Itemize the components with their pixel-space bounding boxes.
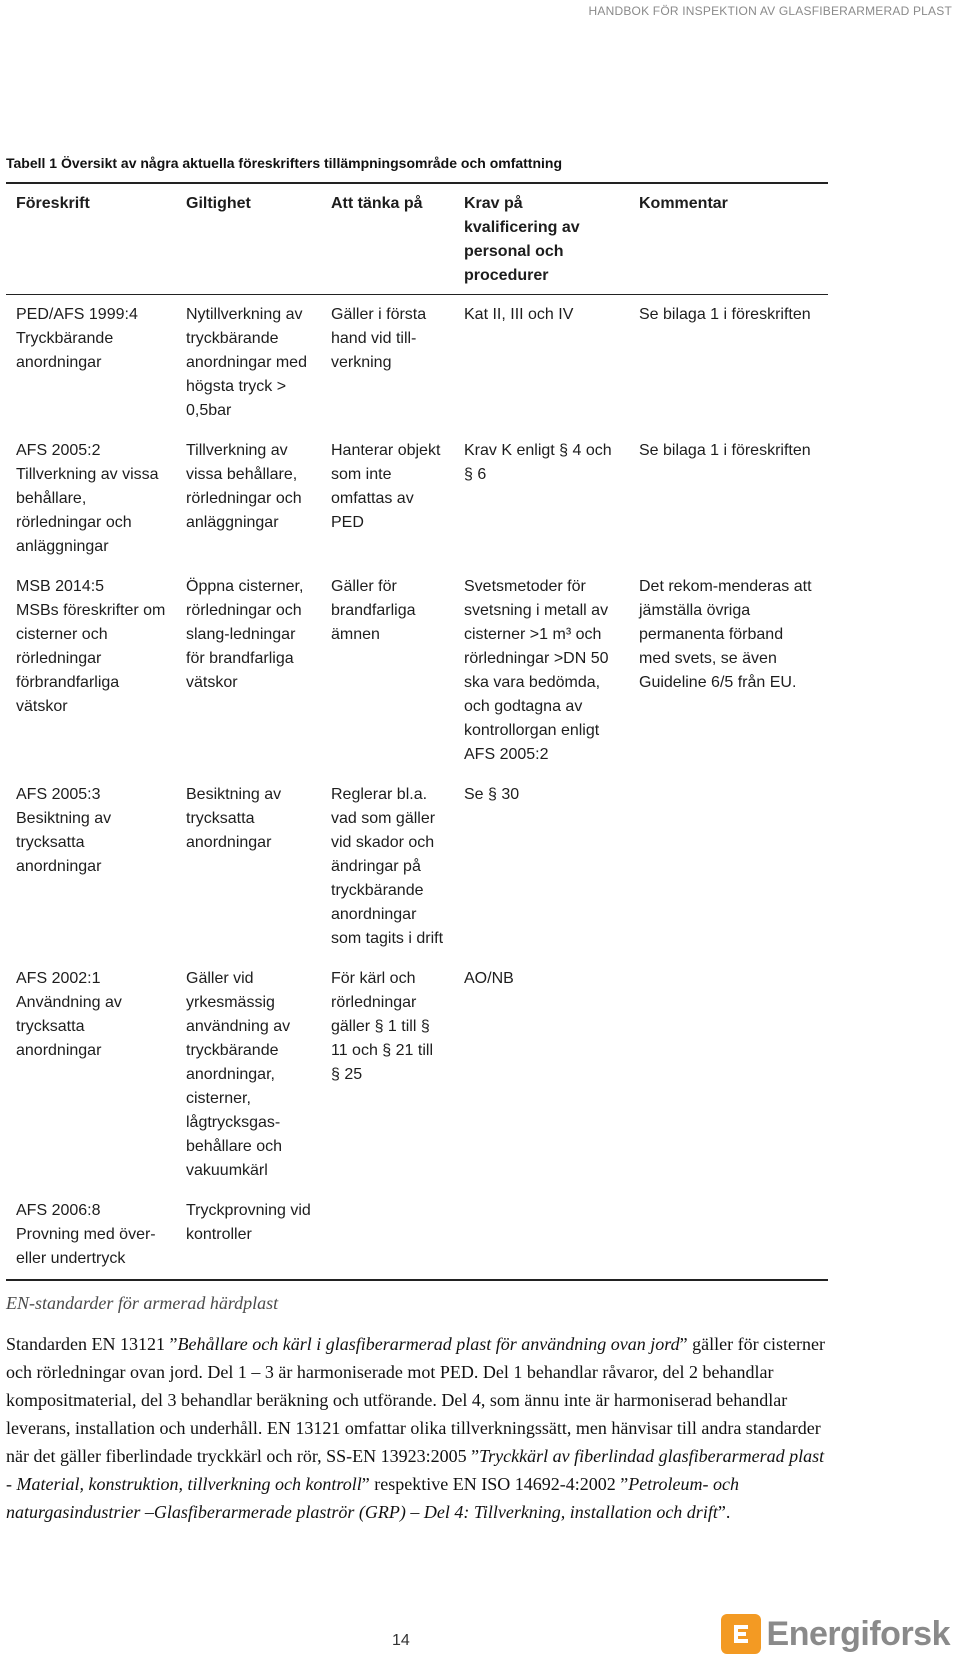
table-row <box>6 295 828 432</box>
running-header: HANDBOK FÖR INSPEKTION AV GLASFIBERARMERAD PLAST <box>588 4 952 18</box>
cell-giltighet: Nytillverkning av tryckbärande anordningar med högsta tryck > 0,5bar <box>186 306 307 419</box>
paragraph-text: ” respektive EN ISO 14692-4:2002 ” <box>361 1474 629 1494</box>
standard-title-italic: Petroleum- och naturgasindustrier –Glasfiberarmerade plaströr (GRP) – Del 4: Tillverkning, installation och drift <box>6 1474 740 1522</box>
cell-foreskrift <box>6 295 176 432</box>
cell-krav: Krav K enligt § 4 och § 6 <box>464 442 612 483</box>
regulations-table <box>6 182 828 1281</box>
cell-att-tanka-pa: För kärl och rörledningar gäller § 1 till § 11 och § 21 till § 25 <box>331 970 433 1083</box>
column-header-krav: Krav på kvalificering av personal och procedurer <box>454 183 629 295</box>
standard-title-italic: Tryckkärl av fiberlindad glasfiberarmerad plast - Material, konstruktion, tillverkning och kontroll <box>6 1446 825 1494</box>
column-header-foreskrift: Föreskrift <box>6 183 176 295</box>
cell-att-tanka-pa: Reglerar bl.a. vad som gäller vid skador och ändringar på tryckbärande anordningar som tagits i drift <box>331 786 444 947</box>
cell-kommentar: Se bilaga 1 i föreskriften <box>639 306 811 323</box>
regulation-code: MSB 2014:5 <box>16 578 105 595</box>
table-row <box>6 775 828 959</box>
cell-kommentar: Se bilaga 1 i föreskriften <box>639 442 811 459</box>
cell-giltighet: Tillverkning av vissa behållare, rörledningar och anläggningar <box>186 442 302 531</box>
regulation-code: PED/AFS 1999:4 <box>16 306 138 323</box>
paragraph-text: ”. <box>717 1502 731 1522</box>
energiforsk-logo-icon <box>721 1614 761 1654</box>
cell-att-tanka-pa <box>321 1191 454 1280</box>
section-heading: EN-standarder för armerad härdplast <box>6 1293 279 1313</box>
regulation-title: Provning med över-eller undertryck <box>16 1226 156 1267</box>
energiforsk-logo <box>721 1614 950 1654</box>
regulation-code: AFS 2006:8 <box>16 1202 101 1219</box>
cell-foreskrift <box>6 431 176 567</box>
cell-att-tanka-pa: Gäller för brandfarliga ämnen <box>331 578 416 643</box>
cell-giltighet: Gäller vid yrkesmässig användning av tryckbärande anordningar, cisterner, lågtrycksgas-behållare och vakuumkärl <box>186 970 291 1179</box>
regulation-code: AFS 2005:3 <box>16 786 101 803</box>
cell-kommentar <box>629 775 828 959</box>
cell-foreskrift <box>6 567 176 775</box>
regulation-title: MSBs föreskrifter om cisterner och rörledningar förbrandfarliga vätskor <box>16 602 166 715</box>
regulation-title: Tryckbärande anordningar <box>16 330 114 371</box>
regulation-code: AFS 2002:1 <box>16 970 101 987</box>
body-paragraph <box>6 1330 826 1526</box>
paragraph-text: Standarden EN 13121 ” <box>6 1334 178 1354</box>
logo-wordmark: Energiforsk <box>766 1614 950 1653</box>
table-row <box>6 1191 828 1280</box>
cell-att-tanka-pa: Hanterar objekt som inte omfattas av PED <box>331 442 441 531</box>
cell-krav: Kat II, III och IV <box>464 306 574 323</box>
table-row <box>6 567 828 775</box>
regulation-code: AFS 2005:2 <box>16 442 101 459</box>
paragraph-text: ” gäller för cisterner och rörledningar ovan jord. Del 1 – 3 är harmoniserade mot PED. Del 1 behandlar råvaror, del 2 behandlar kompositmaterial, del 3 behandlar beräkning och utförande. Del 4, som ännu inte är harmoniserad behandlar leverans, installation och underhåll. EN 13121 omfattar olika tillverkningssätt, men hänvisar till andra standarder när det gäller fiberlindade tryckkärl och rör, SS-EN 13923:2005 ” <box>6 1334 826 1466</box>
regulation-title: Användning av trycksatta anordningar <box>16 994 122 1059</box>
column-header-kommentar: Kommentar <box>629 183 828 295</box>
column-header-att-tanka-pa: Att tänka på <box>321 183 454 295</box>
cell-foreskrift <box>6 959 176 1191</box>
cell-giltighet: Öppna cisterner, rörledningar och slang-ledningar för brandfarliga vätskor <box>186 578 304 691</box>
cell-kommentar: Det rekom-menderas att jämställa övriga permanenta förband med svets, se även Guideline 6/5 från EU. <box>639 578 812 691</box>
cell-krav: Se § 30 <box>464 786 520 803</box>
cell-krav <box>454 1191 629 1280</box>
cell-att-tanka-pa: Gäller i första hand vid till-verkning <box>331 306 427 371</box>
cell-krav: AO/NB <box>464 970 514 987</box>
regulation-title: Tillverkning av vissa behållare, rörledningar och anläggningar <box>16 466 159 555</box>
cell-kommentar <box>629 959 828 1191</box>
cell-foreskrift <box>6 775 176 959</box>
cell-giltighet: Besiktning av trycksatta anordningar <box>186 786 282 851</box>
page-number: 14 <box>392 1632 410 1649</box>
cell-kommentar <box>629 1191 828 1280</box>
cell-krav: Svetsmetoder för svetsning i metall av cisterner >1 m³ och rörledningar >DN 50 ska vara bedömda, och godtagna av kontrollorgan enligt AFS 2005:2 <box>464 578 609 763</box>
cell-foreskrift <box>6 1191 176 1280</box>
regulation-title: Besiktning av trycksatta anordningar <box>16 810 112 875</box>
cell-giltighet: Tryckprovning vid kontroller <box>186 1202 311 1243</box>
table-header-row <box>6 183 828 295</box>
standard-title-italic: Behållare och kärl i glasfiberarmerad plast för användning ovan jord <box>177 1334 680 1354</box>
logo-symbol-icon <box>726 1619 756 1649</box>
table-caption: Tabell 1 Översikt av några aktuella föreskrifters tillämpningsområde och omfattning <box>6 155 563 171</box>
table-row <box>6 959 828 1191</box>
table-row <box>6 431 828 567</box>
column-header-giltighet: Giltighet <box>176 183 321 295</box>
